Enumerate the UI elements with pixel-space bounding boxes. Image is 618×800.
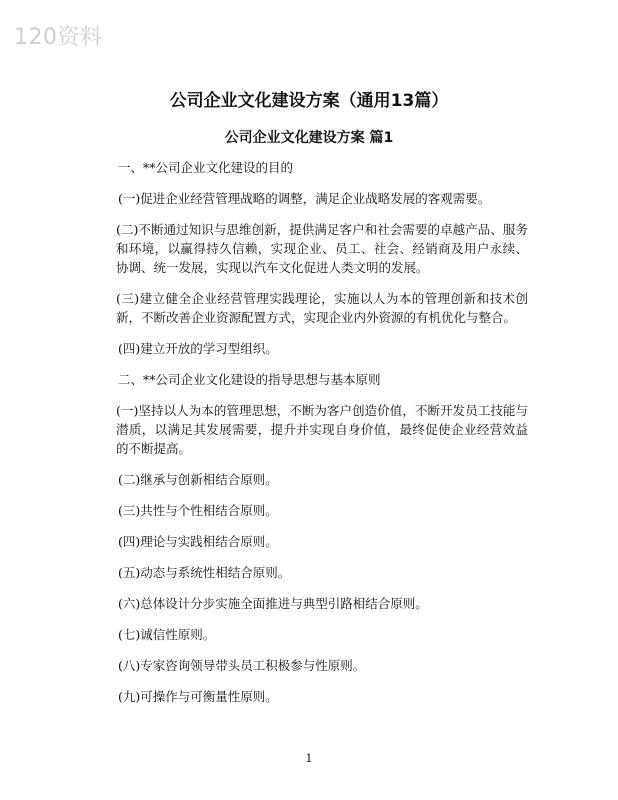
paragraph-2: (一)促进企业经营管理战略的调整，满足企业战略发展的客观需要。	[118, 191, 491, 206]
paragraph-1: 一、**公司企业文化建设的目的	[118, 160, 294, 175]
paragraph-10: (四)理论与实践相结合原则。	[118, 534, 278, 549]
paragraph-6: 二、**公司企业文化建设的指导思想与基本原则	[118, 372, 381, 387]
paragraph-3: (二)不断通过知识与思维创新，提供满足客户和社会需要的卓越产品、服务和环境，以赢得持久信赖，实现企业、员工、社会、经销商及用户永续、协调、统一发展，实现以汽车文化促进人类文明的发展。	[116, 222, 528, 275]
document-body	[118, 158, 528, 718]
paragraph-5: (四)建立开放的学习型组织。	[118, 341, 278, 356]
section-heading: 公司企业文化建设方案 篇1	[224, 130, 394, 146]
paragraph-11: (五)动态与系统性相结合原则。	[118, 565, 291, 580]
paragraph-15: (九)可操作与可衡量性原则。	[118, 689, 278, 704]
paragraph-9: (三)共性与个性相结合原则。	[118, 503, 278, 518]
paragraph-4: (三)建立健全企业经营管理实践理论，实施以人为本的管理创新和技术创新，不断改善企业资源配置方式，实现企业内外资源的有机优化与整合。	[116, 291, 528, 325]
paragraph-14: (八)专家咨询领导带头员工积极参与性原则。	[118, 658, 366, 673]
watermark-text: 120资料	[14, 25, 103, 50]
paragraph-13: (七)诚信性原则。	[118, 627, 216, 642]
page-number: 1	[305, 752, 313, 765]
paragraph-8: (二)继承与创新相结合原则。	[118, 472, 278, 487]
paragraph-7: (一)坚持以人为本的管理思想，不断为客户创造价值，不断开发员工技能与潜质，以满足其发展需要，提升并实现自身价值，最终促使企业经营效益的不断提高。	[116, 403, 528, 456]
document-title: 公司企业文化建设方案（通用13篇）	[169, 91, 449, 111]
paragraph-12: (六)总体设计分步实施全面推进与典型引路相结合原则。	[118, 596, 428, 611]
